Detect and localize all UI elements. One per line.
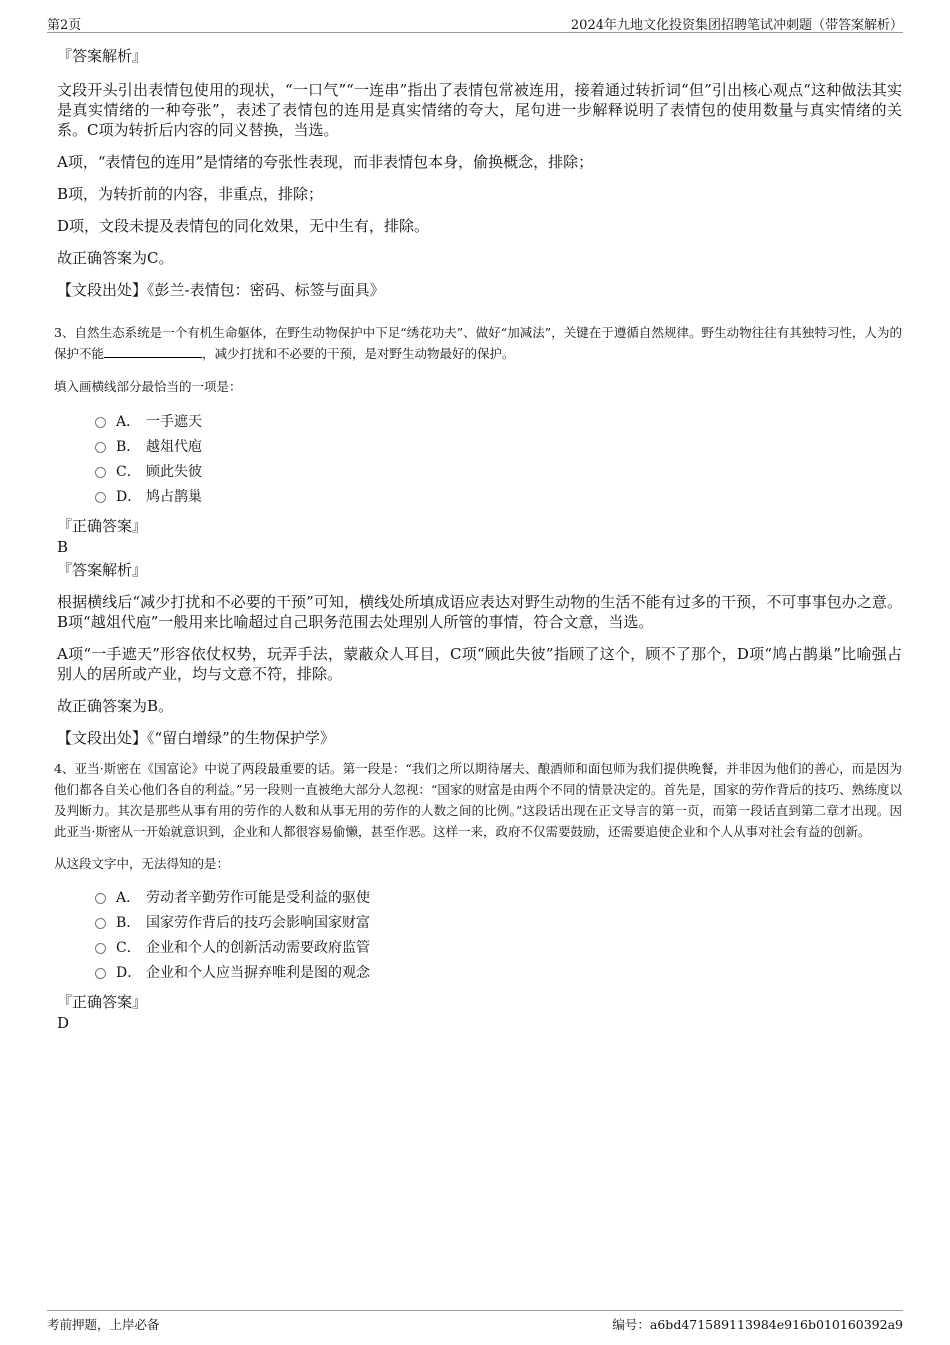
analysis-paragraph: 根据横线后“减少打扰和不必要的干预”可知，横线处所填成语应表达对野生动物的生活不能有过多的干预，不可事事包办之意。B项“越俎代庖”一般用来比喻超过自己职务范围去处理别人所管的事情，符合文意，当选。 [57,593,902,631]
page-content [54,46,902,1032]
answer-conclusion: 故正确答案为B。 [57,697,174,715]
source-citation: 【文段出处】《彭兰-表情包：密码、标签与面具》 [57,281,385,299]
page-footer [47,1310,903,1333]
option-b[interactable]: B． 越俎代庖 [95,435,902,460]
source-citation: 【文段出处】《“留白增绿”的生物保护学》 [57,729,335,747]
radio-icon[interactable] [95,943,106,954]
analysis-paragraph: B项，为转折前的内容，非重点，排除； [57,185,324,203]
option-b[interactable]: B． 国家劳作背后的技巧会影响国家财富 [95,911,902,936]
question-3-text: 3、自然生态系统是一个有机生命躯体，在野生动物保护中下足“绣花功夫”、做好“加减法”，关键在于遵循自然规律。野生动物往往有其独特习性，人为的保护不能 ，减少打扰和不必要的干预，是对野生动物最好的保护。 [54,325,902,361]
correct-answer-value: B [57,538,69,556]
radio-icon[interactable] [95,918,106,929]
radio-icon[interactable] [95,467,106,478]
document-code: 编号：a6bd471589113984e916b010160392a9 [612,1317,903,1332]
radio-icon[interactable] [95,968,106,979]
correct-answer-heading: 『正确答案』 [57,993,148,1011]
analysis-heading: 『答案解析』 [57,561,148,579]
option-c[interactable]: C． 企业和个人的创新活动需要政府监管 [95,936,902,961]
radio-icon[interactable] [95,893,106,904]
option-a[interactable]: A． 一手遮天 [95,410,902,435]
radio-icon[interactable] [95,417,106,428]
option-d[interactable]: D． 企业和个人应当摒弃唯利是图的观念 [95,961,902,986]
question-3-prompt: 填入画横线部分最恰当的一项是： [54,379,242,394]
footer-slogan: 考前押题，上岸必备 [47,1317,160,1332]
correct-answer-heading: 『正确答案』 [57,517,148,535]
answer-conclusion: 故正确答案为C。 [57,249,174,267]
document-title: 2024年九地文化投资集团招聘笔试冲刺题（带答案解析） [570,18,903,33]
option-d[interactable]: D． 鸠占鹊巢 [95,485,902,510]
analysis-paragraph: 文段开头引出表情包使用的现状，“一口气”“一连串”指出了表情包常被连用，接着通过转折词“但”引出核心观点“这种做法其实是真实情绪的一种夸张”，表述了表情包的连用是真实情绪的夸大，尾句进一步解释说明了表情包的使用数量与真实情绪的关系。C项为转折后内容的同义替换，当选。 [57,81,902,139]
question-4-text: 4、亚当·斯密在《国富论》中说了两段最重要的话。第一段是：“我们之所以期待屠夫、酿酒师和面包师为我们提供晚餐，并非因为他们的善心，而是因为他们都各自关心他们各自的利益。”另一段则一直被绝大部分人忽视：“国家的财富是由两个不同的情景决定的。首先是，国家的劳作背后的技巧、熟练度以及判断力。其次是那些从事有用的劳作的人数和从事无用的劳作的人数之间的比例。”这段话出现在正文导言的第一页，而第一段话直到第二章才出现。因此亚当·斯密从一开始就意识到，企业和人都很容易偷懒，甚至作恶。这样一来，政府不仅需要鼓励，还需要追使企业和个人从事对社会有益的创新。 [54,761,902,839]
option-c[interactable]: C． 顾此失彼 [95,460,902,485]
page-header [47,12,903,33]
page-number: 第2页 [47,18,82,33]
fill-blank [104,345,202,358]
analysis-paragraph: A项，“表情包的连用”是情绪的夸张性表现，而非表情包本身，偷换概念，排除； [57,153,594,171]
option-a[interactable]: A． 劳动者辛勤劳作可能是受利益的驱使 [95,886,902,911]
analysis-heading: 『答案解析』 [57,47,148,65]
question-3-options [95,410,902,510]
radio-icon[interactable] [95,442,106,453]
correct-answer-value: D [57,1014,70,1032]
question-4-prompt: 从这段文字中，无法得知的是： [54,856,230,871]
analysis-paragraph: A项“一手遮天”形容依仗权势，玩弄手法，蒙蔽众人耳目，C项“顾此失彼”指顾了这个，顾不了那个，D项“鸠占鹊巢”比喻强占别人的居所或产业，均与文意不符，排除。 [57,645,902,683]
radio-icon[interactable] [95,492,106,503]
question-4-options [95,886,902,986]
analysis-paragraph: D项，文段未提及表情包的同化效果，无中生有，排除。 [57,217,430,235]
